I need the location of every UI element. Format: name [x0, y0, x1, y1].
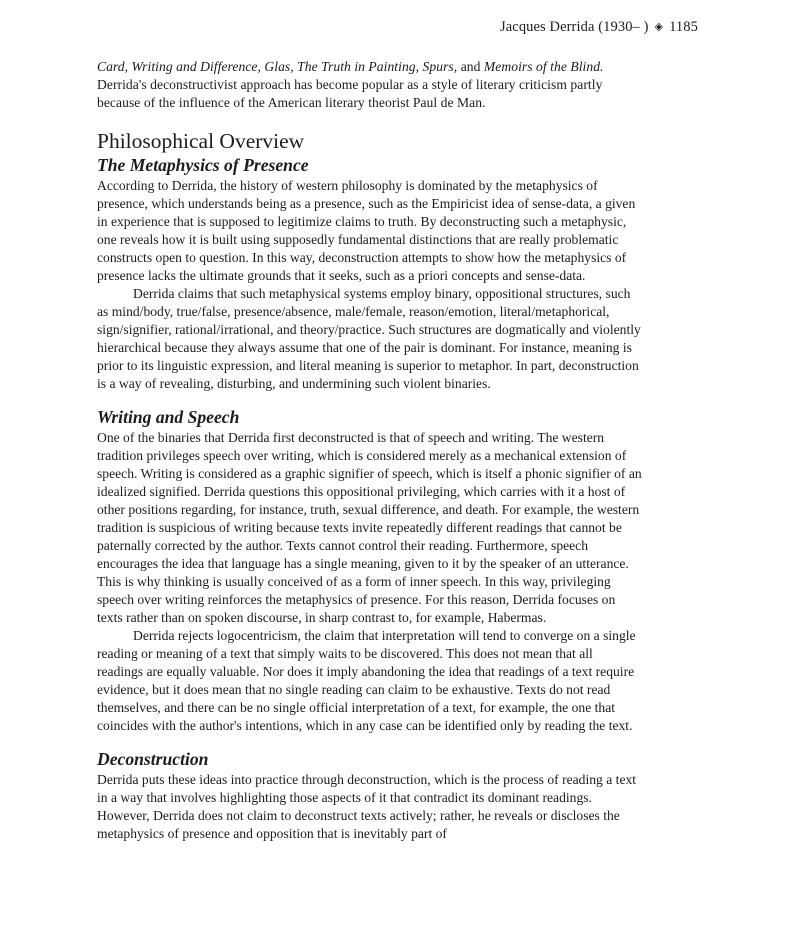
page-number: 1185 — [669, 19, 698, 35]
deconstruction-paragraph-1: Derrida puts these ideas into practice through deconstruction, which is the process of reading a text in a way that involves highlighting those aspects of it that contradict its dominant readings. However, Derrida does not claim to deconstruct texts actively; rather, he reveals or discloses the metaphysics of presence and opposition that is inevitably part of — [97, 772, 637, 841]
subsection-heading-writing: Writing and Speech — [97, 407, 240, 427]
page-content — [97, 58, 642, 843]
running-head — [500, 19, 698, 36]
metaphysics-paragraph-2: Derrida claims that such metaphysical systems employ binary, oppositional structures, such as mind/body, true/false, presence/absence, male/female, reason/emotion, literal/metaphorical, sign/signifier, rational/irrational, and theory/practice. Such structures are dogmatically and violently hierarchical because they always assume that one of the pair is dominant. For instance, meaning is prior to its linguistic expression, and literal meaning is superior to metaphor. In part, deconstruction is a way of revealing, disturbing, and undermining such violent binaries. — [97, 286, 641, 391]
intro-rest: Derrida's deconstructivist approach has become popular as a style of literary criticism partly because of the influence of the American literary theorist Paul de Man. — [97, 77, 603, 110]
intro-last-title: Memoirs of the Blind. — [483, 59, 604, 74]
intro-book-titles: Card, Writing and Difference, Glas, The Truth in Painting, Spurs, — [97, 59, 458, 74]
diamond-bullet-icon: ◈ — [654, 21, 664, 33]
metaphysics-paragraph-1: According to Derrida, the history of western philosophy is dominated by the metaphysics of presence, which understands being as a presence, such as the Empiricist idea of sense-data, a given in experience that is supposed to legitimize claims to truth. By deconstructing such a metaphysic, one reveals how it is built using supposedly fundamental distinctions that are really problematic constructs open to question. In this way, deconstruction attempts to show how the metaphysics of presence lacks the ultimate grounds that it seeks, such as a priori concepts and sense-data. — [97, 178, 636, 283]
writing-paragraph-1: One of the binaries that Derrida first deconstructed is that of speech and writing. The western tradition privileges speech over writing, which is considered merely as a mechanical extension of speech. Writing is considered as a graphic signifier of speech, which is itself a phonic signifier of an idealized signified. Derrida questions this oppositional privileging, which carries with it a host of other positions regarding, for instance, truth, sexual difference, and death. For example, the western tradition is suspicious of writing because texts invite repeatedly different readings that cannot be paternally corrected by the author. Texts cannot control their reading. Furthermore, speech encourages the idea that language has a single meaning, given to it by the speaker of an utterance. This is why thinking is usually conceived of as a form of inner speech. In this way, privileging speech over writing reinforces the metaphysics of presence. For this reason, Derrida focuses on texts rather than on spoken discourse, in sharp contrast to, for example, Habermas. — [97, 430, 642, 625]
intro-paragraph — [97, 58, 642, 112]
section-heading: Philosophical Overview — [97, 129, 305, 153]
intro-and: and — [460, 59, 481, 74]
subsection-heading-metaphysics: The Metaphysics of Presence — [97, 155, 309, 175]
running-title: Jacques Derrida (1930– ) — [500, 19, 649, 35]
subsection-heading-deconstruction: Deconstruction — [97, 749, 209, 769]
writing-paragraph-2: Derrida rejects logocentricism, the claim that interpretation will tend to converge on a single reading or meaning of a text that simply waits to be discovered. This does not mean that all readings are equally valuable. Nor does it imply abandoning the idea that readings of a text require evidence, but it does mean that no single reading can claim to be exhaustive. Texts do not read themselves, and there can be no single official interpretation of a text, for example, the one that coincides with the author's intentions, which in any case can be identified only by reading the text. — [97, 628, 636, 733]
